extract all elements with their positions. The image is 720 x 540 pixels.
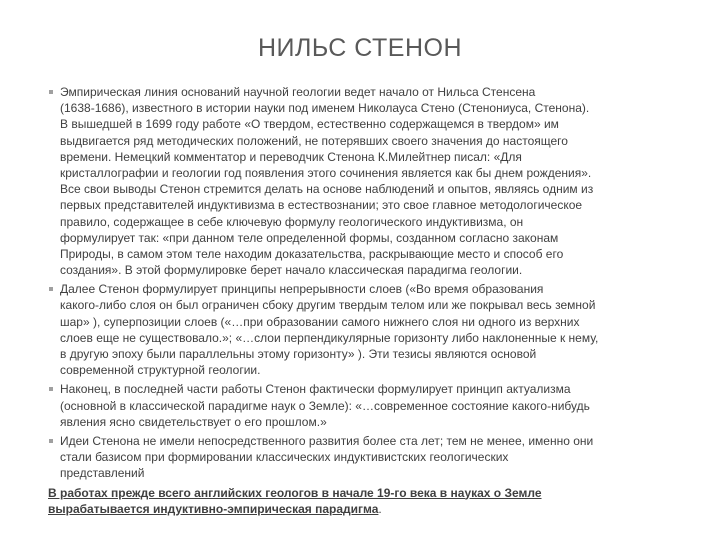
conclusion-text-2: вырабатывается индуктивно-эмпирическая парадигма: [48, 501, 379, 516]
bullet-line: Природы, в самом этом теле находим доказательства, раскрывающие место и способ его: [60, 246, 564, 261]
bullet-line: (основной в классической парадигме наук о Земле): «…современное состояние какого-нибудь: [60, 398, 590, 413]
bullet-marker-icon: [49, 287, 53, 291]
bullet-line: слоев еще не существовало.»; «…слои перпендикулярные горизонту либо наклоненные к нему,: [60, 330, 599, 345]
bullet-line: Эмпирическая линия оснований научной геологии ведет начало от Нильса Стенсена: [60, 85, 536, 99]
bullet-line: в другую эпоху были параллельны этому горизонту» ). Эти тезисы являются основой: [60, 347, 537, 361]
bullet-line: выдвигается ряд методических положений, не потерявших своего значения до настоящего: [60, 133, 568, 148]
bullet-line: современной структурной геологии.: [60, 363, 261, 378]
bullet-marker-icon: [49, 439, 53, 443]
conclusion-line-1: [48, 485, 698, 501]
bullet-item: [48, 433, 698, 482]
bullet-line: Все свои выводы Стенон стремится делать на основе наблюдений и опытов, являясь одним из: [60, 182, 594, 197]
bullet-item: [48, 281, 698, 378]
slide-body: [48, 84, 698, 517]
bullet-line: первых представителей индуктивизма в естествознании; это свое главное методологическое: [60, 198, 583, 213]
bullet-line: правило, содержащее в себе ключевую формулу геологического индуктивизма, он: [60, 214, 524, 229]
bullet-line: стали базисом при формировании классических индуктивистских геологических: [60, 450, 509, 465]
bullet-line: явления ясно свидетельствует о его прошлом.»: [60, 414, 327, 429]
bullet-line: какого-либо слоя он был ограничен сбоку другим твердым телом или же покрывал весь земной: [60, 298, 596, 313]
bullet-line: представлений: [60, 466, 145, 481]
bullet-list: [48, 84, 698, 482]
bullet-line: шар» ), суперпозиции слоев («…при образовании самого нижнего слоя ни одного из верхних: [60, 314, 580, 329]
bullet-line: кристаллографии и геологии год появления этого сочинения является как бы днем рождения».: [60, 165, 592, 180]
conclusion-period: .: [378, 501, 382, 516]
bullet-line: времени. Немецкий комментатор и переводчик Стенона К.Милейтнер писал: «Для: [60, 149, 522, 164]
conclusion-text-1: В работах прежде всего английских геологов в начале 19-го века в науках о Земле: [48, 485, 542, 500]
bullet-line: В вышедшей в 1699 году работе «О твердом, естественно содержащемся в твердом» им: [60, 117, 559, 132]
bullet-line: Идеи Стенона не имели непосредственного развития более ста лет; тем не менее, именно они: [60, 433, 594, 448]
bullet-marker-icon: [49, 387, 53, 391]
slide-title: НИЛЬС СТЕНОН: [257, 34, 462, 62]
bullet-line: формулирует так: «при данном теле определенной формы, созданном согласно законам: [60, 230, 559, 245]
bullet-line: (1638-1686), известного в истории науки под именем Николауса Стено (Стенониуса, Стенона).: [60, 101, 590, 116]
bullet-line: Наконец, в последней части работы Стенон фактически формулирует принцип актуализма: [60, 382, 571, 397]
bullet-line: создания». В этой формулировке берет начало классическая парадигма геологии.: [60, 263, 523, 278]
bullet-item: [48, 84, 698, 278]
bullet-marker-icon: [49, 90, 53, 94]
bullet-line: Далее Стенон формулирует принципы непрерывности слоев («Во время образования: [60, 282, 544, 297]
bullet-item: [48, 381, 698, 430]
conclusion-line-2: [48, 501, 698, 517]
